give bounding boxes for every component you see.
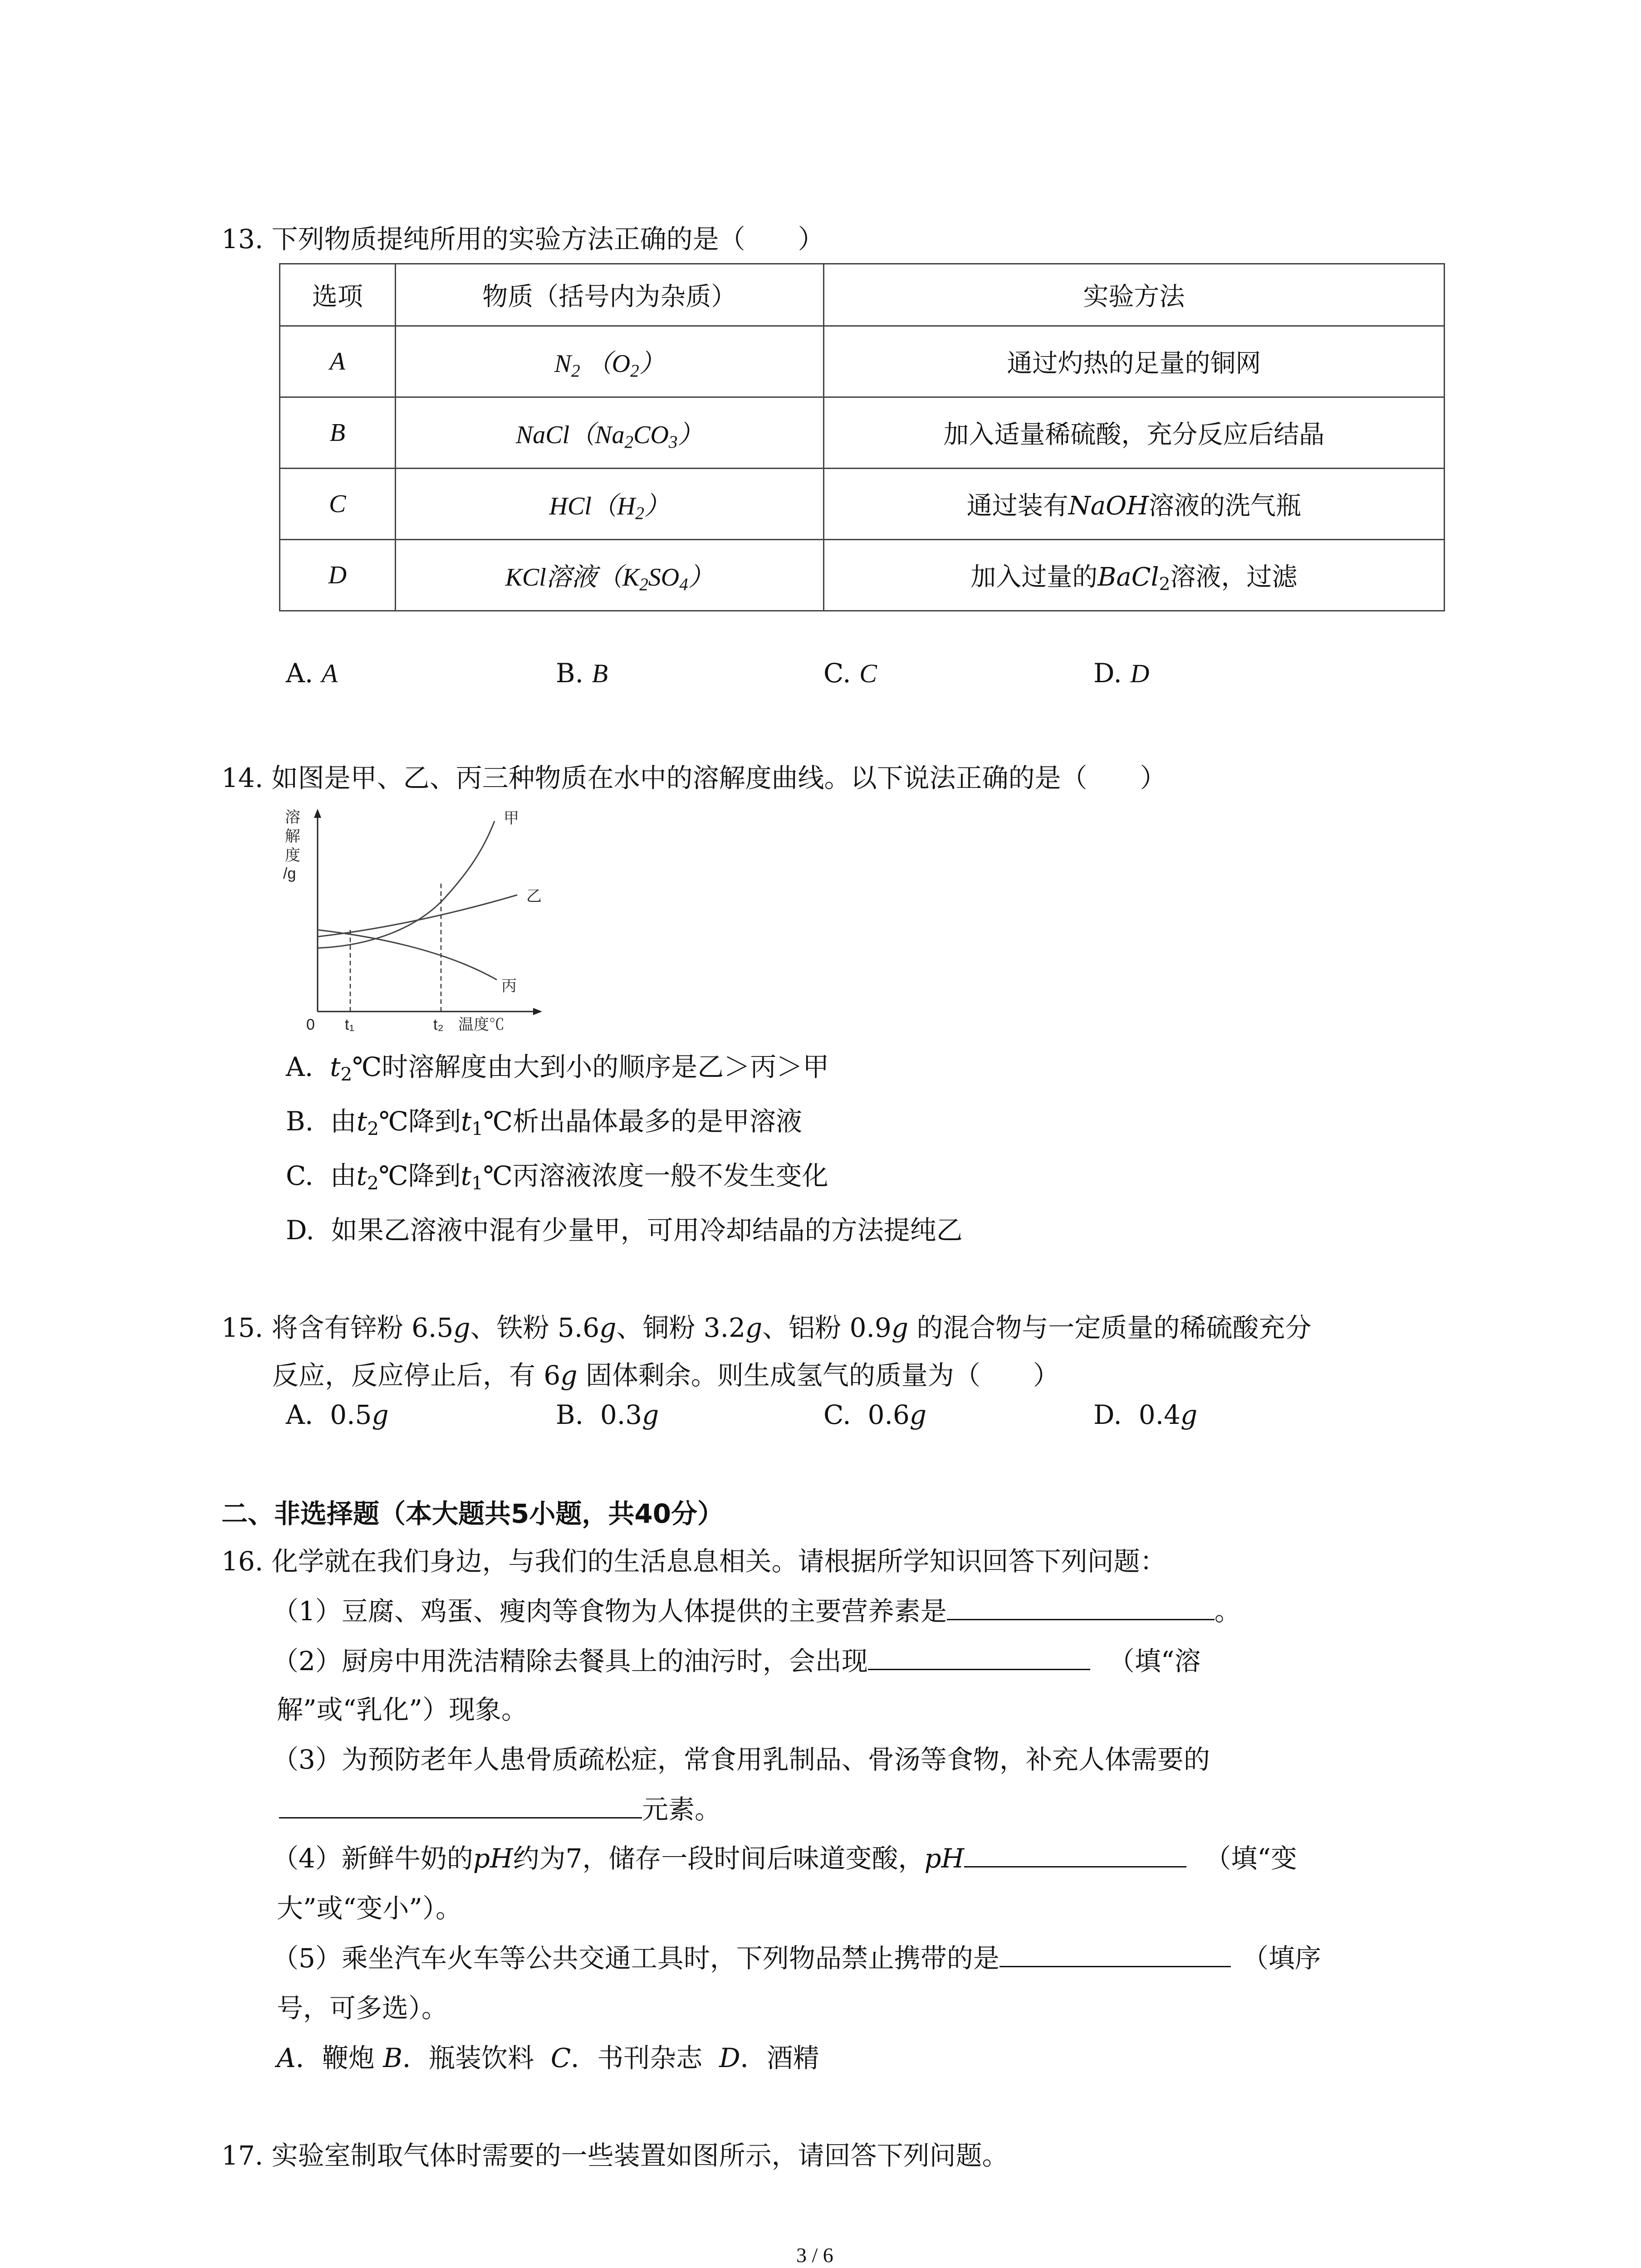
option-cell: C <box>280 469 396 540</box>
q13-choice-b: B. B <box>556 658 608 689</box>
answer-blank[interactable] <box>999 1943 1231 1967</box>
page-number: 3 / 6 <box>796 2244 833 2267</box>
t2-label: t₂ <box>433 1016 444 1033</box>
option-cell: A <box>280 326 396 397</box>
option-cell: D <box>280 540 396 611</box>
q14-option-c: C. 由$t_2℃$降到$t_1℃$丙溶液浓度一般不发生变化 <box>286 1160 828 1194</box>
option-cell: B <box>280 397 396 469</box>
method-cell: 通过装有NaOH溶液的洗气瓶 <box>823 469 1444 540</box>
table-row <box>280 397 1445 469</box>
q16-part5-cont: 号，可多选）。 <box>277 1993 448 2024</box>
q15-line2: 反应，反应停止后，有 6g 固体剩余。则生成氢气的质量为（ ） <box>272 1360 1059 1391</box>
curve-jia <box>318 821 495 948</box>
q16-part4: （4）新鲜牛奶的pH约为7，储存一段时间后味道变酸，pH （填“变 <box>272 1843 1297 1874</box>
table-row <box>280 540 1445 611</box>
q13-choice-c: C. C <box>823 658 877 689</box>
q14-option-d: D. 如果乙溶液中混有少量甲，可用冷却结晶的方法提纯乙 <box>286 1215 963 1246</box>
substance-cell: $HCl(H_2)$ <box>395 469 823 540</box>
curve-label-bing: 丙 <box>501 978 517 995</box>
q13-choice-a: A. A <box>286 658 338 689</box>
y-axis-label: 解 <box>285 828 300 845</box>
q16-part1: （1）豆腐、鸡蛋、瘦肉等食物为人体提供的主要营养素是 。 <box>272 1596 1241 1627</box>
q13-stem: 13. 下列物质提纯所用的实验方法正确的是（ ） <box>221 224 824 254</box>
q16-part3-cont: 元素。 <box>279 1788 721 1826</box>
q16-part2: （2）厨房中用洗洁精除去餐具上的油污时，会出现 （填“溶 <box>272 1646 1201 1677</box>
table-row <box>280 469 1445 540</box>
solubility-chart <box>272 805 554 1041</box>
y-axis-label: 溶 <box>285 809 300 826</box>
method-cell: 加入适量稀硫酸，充分反应后结晶 <box>823 397 1444 469</box>
table-header: 实验方法 <box>823 264 1444 326</box>
q15-choice-b: B. 0.3g <box>556 1399 659 1430</box>
q15-choice-c: C. 0.6g <box>823 1399 926 1430</box>
q14-option-a: A. $t_2℃$时溶解度由大到小的顺序是乙＞丙＞甲 <box>286 1051 829 1085</box>
curve-label-jia: 甲 <box>504 810 519 827</box>
q15-choice-a: A. 0.5g <box>286 1399 389 1430</box>
q14-option-b: B. 由$t_2℃$降到$t_1℃$析出晶体最多的是甲溶液 <box>286 1106 802 1140</box>
q16-part5: （5）乘坐汽车火车等公共交通工具时，下列物品禁止携带的是 （填序 <box>272 1943 1321 1974</box>
substance-cell: $N_2$ $(O_2)$ <box>395 326 823 397</box>
substance-cell: KCl溶液$(K_2SO_4)$ <box>395 540 823 611</box>
answer-blank[interactable] <box>279 1794 642 1818</box>
table-header: 选项 <box>280 264 396 326</box>
curve-bing <box>318 930 497 980</box>
q16-stem: 16. 化学就在我们身边，与我们的生活息息相关。请根据所学知识回答下列问题： <box>221 1546 1166 1577</box>
q16-part5-options: A．鞭炮 B．瓶装饮料 C．书刊杂志 D．酒精 <box>277 2043 819 2073</box>
answer-blank[interactable] <box>947 1596 1215 1620</box>
q17-stem: 17. 实验室制取气体时需要的一些装置如图所示，请回答下列问题。 <box>221 2140 1009 2171</box>
answer-blank[interactable] <box>964 1843 1186 1867</box>
answer-blank[interactable] <box>868 1646 1090 1670</box>
q16-part2-cont: 解”或“乳化”）现象。 <box>277 1694 528 1725</box>
origin-label: 0 <box>306 1016 315 1033</box>
q15-choice-d: D. 0.4g <box>1093 1399 1198 1430</box>
x-axis-label: 温度℃ <box>458 1016 505 1033</box>
q13-choice-d: D. D <box>1093 658 1150 689</box>
q16-part3: （3）为预防老年人患骨质疏松症，常食用乳制品、骨汤等食物，补充人体需要的 <box>272 1744 1210 1775</box>
y-axis-arrow <box>314 809 321 818</box>
y-axis-label: /g <box>283 865 296 882</box>
section-heading: 二、非选择题（本大题共5小题，共40分） <box>221 1498 724 1529</box>
method-cell: 加入过量的BaCl$_2$溶液，过滤 <box>823 540 1444 611</box>
curve-yi <box>318 895 517 937</box>
q16-part4-cont: 大”或“变小”）。 <box>277 1893 462 1924</box>
curve-label-yi: 乙 <box>526 888 542 905</box>
q13-table <box>279 263 1445 611</box>
q14-stem: 14. 如图是甲、乙、丙三种物质在水中的溶解度曲线。以下说法正确的是（ ） <box>221 763 1166 793</box>
table-header: 物质（括号内为杂质） <box>395 264 823 326</box>
table-row <box>280 326 1445 397</box>
method-cell: 通过灼热的足量的铜网 <box>823 326 1444 397</box>
y-axis-label: 度 <box>285 847 300 864</box>
q15-line1: 15. 将含有锌粉 6.5g、铁粉 5.6g、铜粉 3.2g、铝粉 0.9g 的混合物与一定质量的稀硫酸充分 <box>221 1312 1312 1343</box>
x-axis-arrow <box>533 1008 542 1015</box>
substance-cell: $NaCl(Na_2CO_3)$ <box>395 397 823 469</box>
t1-label: t₁ <box>345 1016 354 1033</box>
